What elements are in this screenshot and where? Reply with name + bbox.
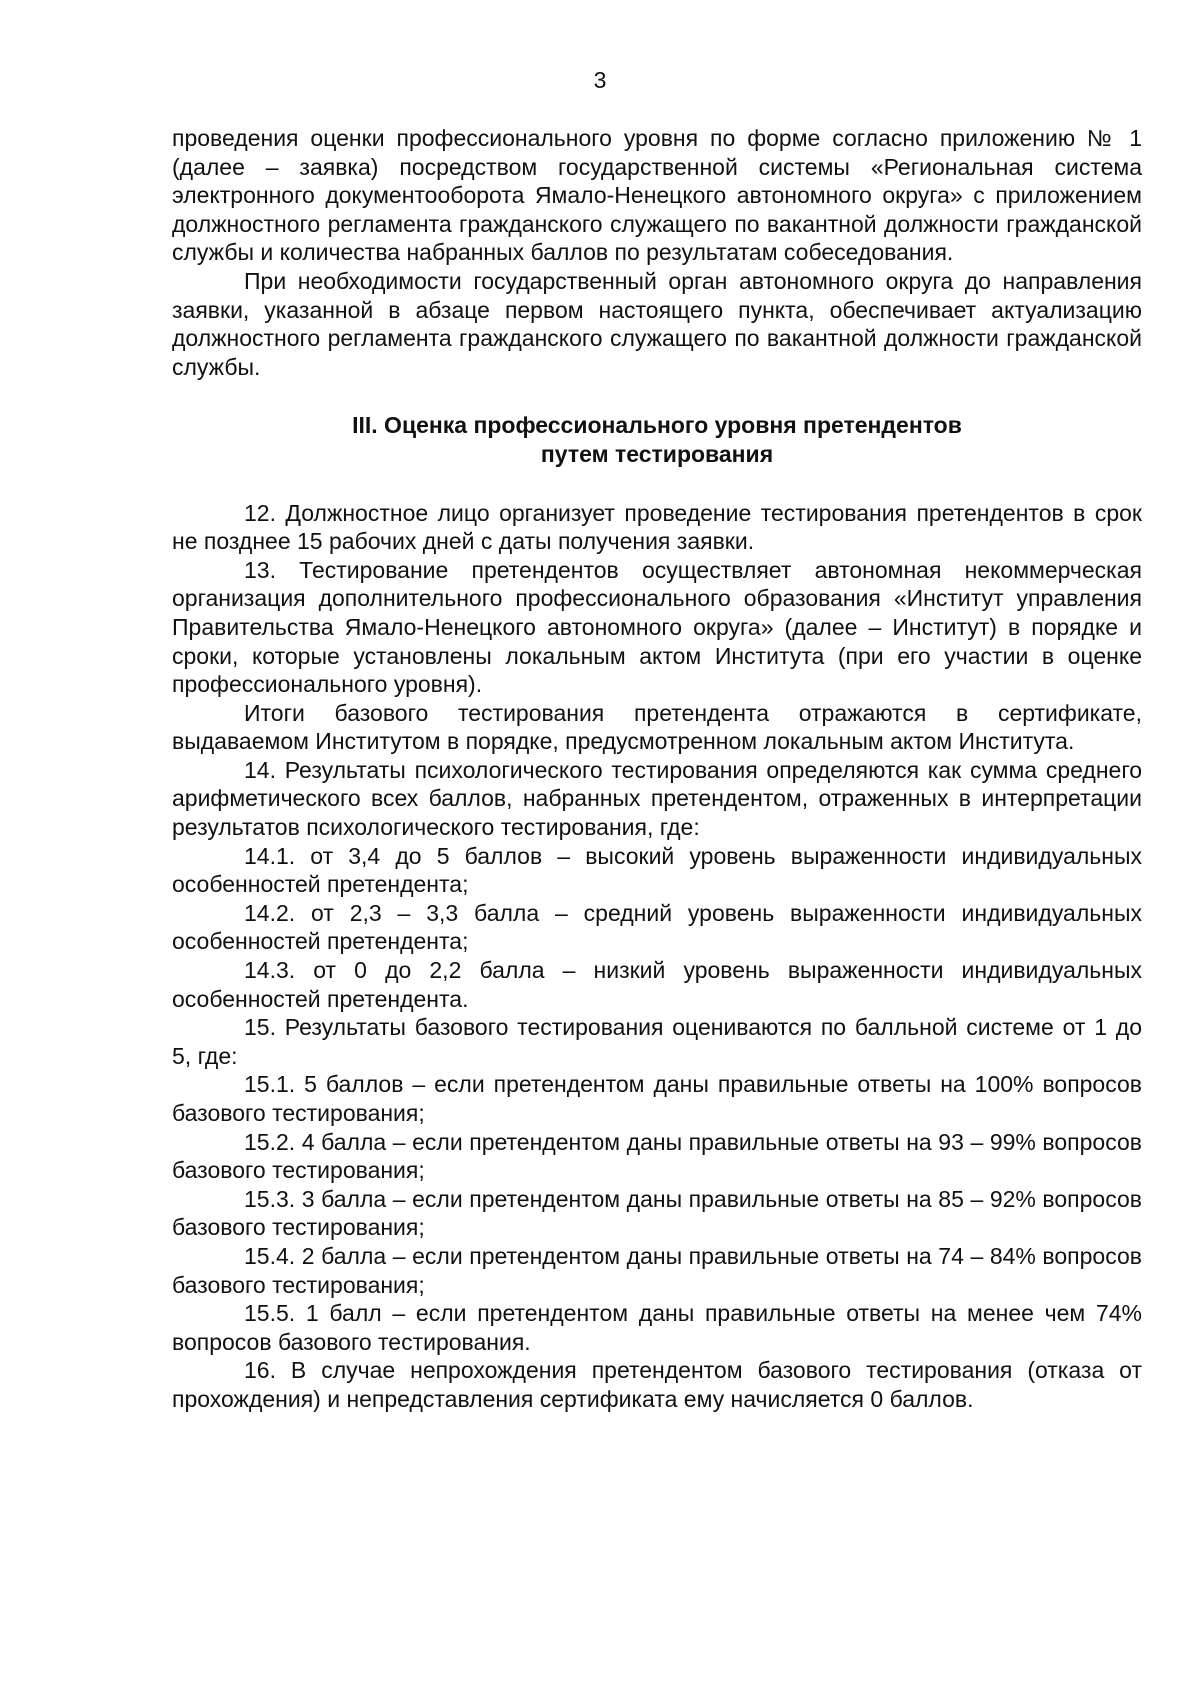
paragraph-item-15-3: 15.3. 3 балла – если претендентом даны правильные ответы на 85 – 92% вопросов базового тестирования;	[172, 1185, 1142, 1241]
paragraph: При необходимости государственный орган автономного округа до направления заявки, указанной в абзаце первом настоящего пункта, обеспечивает актуализацию должностного регламента гражданского служащего по вакантной должности гражданской службы.	[172, 267, 1142, 380]
section-heading-line-2: путем тестирования	[540, 440, 774, 467]
page-number: 3	[593, 67, 607, 93]
paragraph-item-14-1: 14.1. от 3,4 до 5 баллов – высокий уровень выраженности индивидуальных особенностей претендента;	[172, 842, 1142, 898]
paragraph-item-16: 16. В случае непрохождения претендентом базового тестирования (отказа от прохождения) и непредставления сертификата ему начисляется 0 баллов.	[172, 1357, 1142, 1412]
paragraph-item-14-2: 14.2. от 2,3 – 3,3 балла – средний уровень выраженности индивидуальных особенностей претендента;	[172, 899, 1142, 955]
paragraph-item-15: 15. Результаты базового тестирования оцениваются по балльной системе от 1 до 5, где:	[172, 1014, 1142, 1069]
paragraph-item-15-4: 15.4. 2 балла – если претендентом даны правильные ответы на 74 – 84% вопросов базового тестирования;	[172, 1242, 1142, 1298]
paragraph-item-12: 12. Должностное лицо организует проведение тестирования претендентов в срок не позднее 15 рабочих дней с даты получения заявки.	[172, 499, 1142, 555]
section-heading	[172, 411, 1142, 468]
paragraph-item-14: 14. Результаты психологического тестирования определяются как сумма среднего арифметического всех баллов, набранных претендентом, отраженных в интерпретации результатов психологического тестирования, где:	[172, 756, 1142, 841]
paragraph: Итоги базового тестирования претендента отражаются в сертификате, выдаваемом Институтом в порядке, предусмотренном локальным актом Института.	[172, 699, 1142, 755]
paragraph-continuation: проведения оценки профессионального уровня по форме согласно приложению № 1 (далее – заявка) посредством государственной системы «Региональная система электронного документооборота Ямало-Ненецкого автономного округа» с приложением должностного регламента гражданского служащего по вакантной должности гражданской службы и количества набранных баллов по результатам собеседования.	[172, 125, 1142, 266]
paragraph-item-15-1: 15.1. 5 баллов – если претендентом даны правильные ответы на 100% вопросов базового тестирования;	[172, 1071, 1142, 1126]
paragraph-item-13: 13. Тестирование претендентов осуществляет автономная некоммерческая организация дополнительного профессионального образования «Институт управления Правительства Ямало-Ненецкого автономного округа» (далее – Институт) в порядке и сроки, которые установлены локальным актом Института (при его участии в оценке профессионального уровня).	[172, 556, 1142, 698]
paragraph-item-15-5: 15.5. 1 балл – если претендентом даны правильные ответы на менее чем 74% вопросов базового тестирования.	[172, 1300, 1142, 1355]
section-heading-line-1: III. Оценка профессионального уровня претендентов	[352, 412, 962, 439]
paragraph-item-15-2: 15.2. 4 балла – если претендентом даны правильные ответы на 93 – 99% вопросов базового тестирования;	[172, 1128, 1142, 1184]
document-body	[172, 124, 1142, 1414]
paragraph-item-14-3: 14.3. от 0 до 2,2 балла – низкий уровень выраженности индивидуальных особенностей претендента.	[172, 957, 1142, 1012]
